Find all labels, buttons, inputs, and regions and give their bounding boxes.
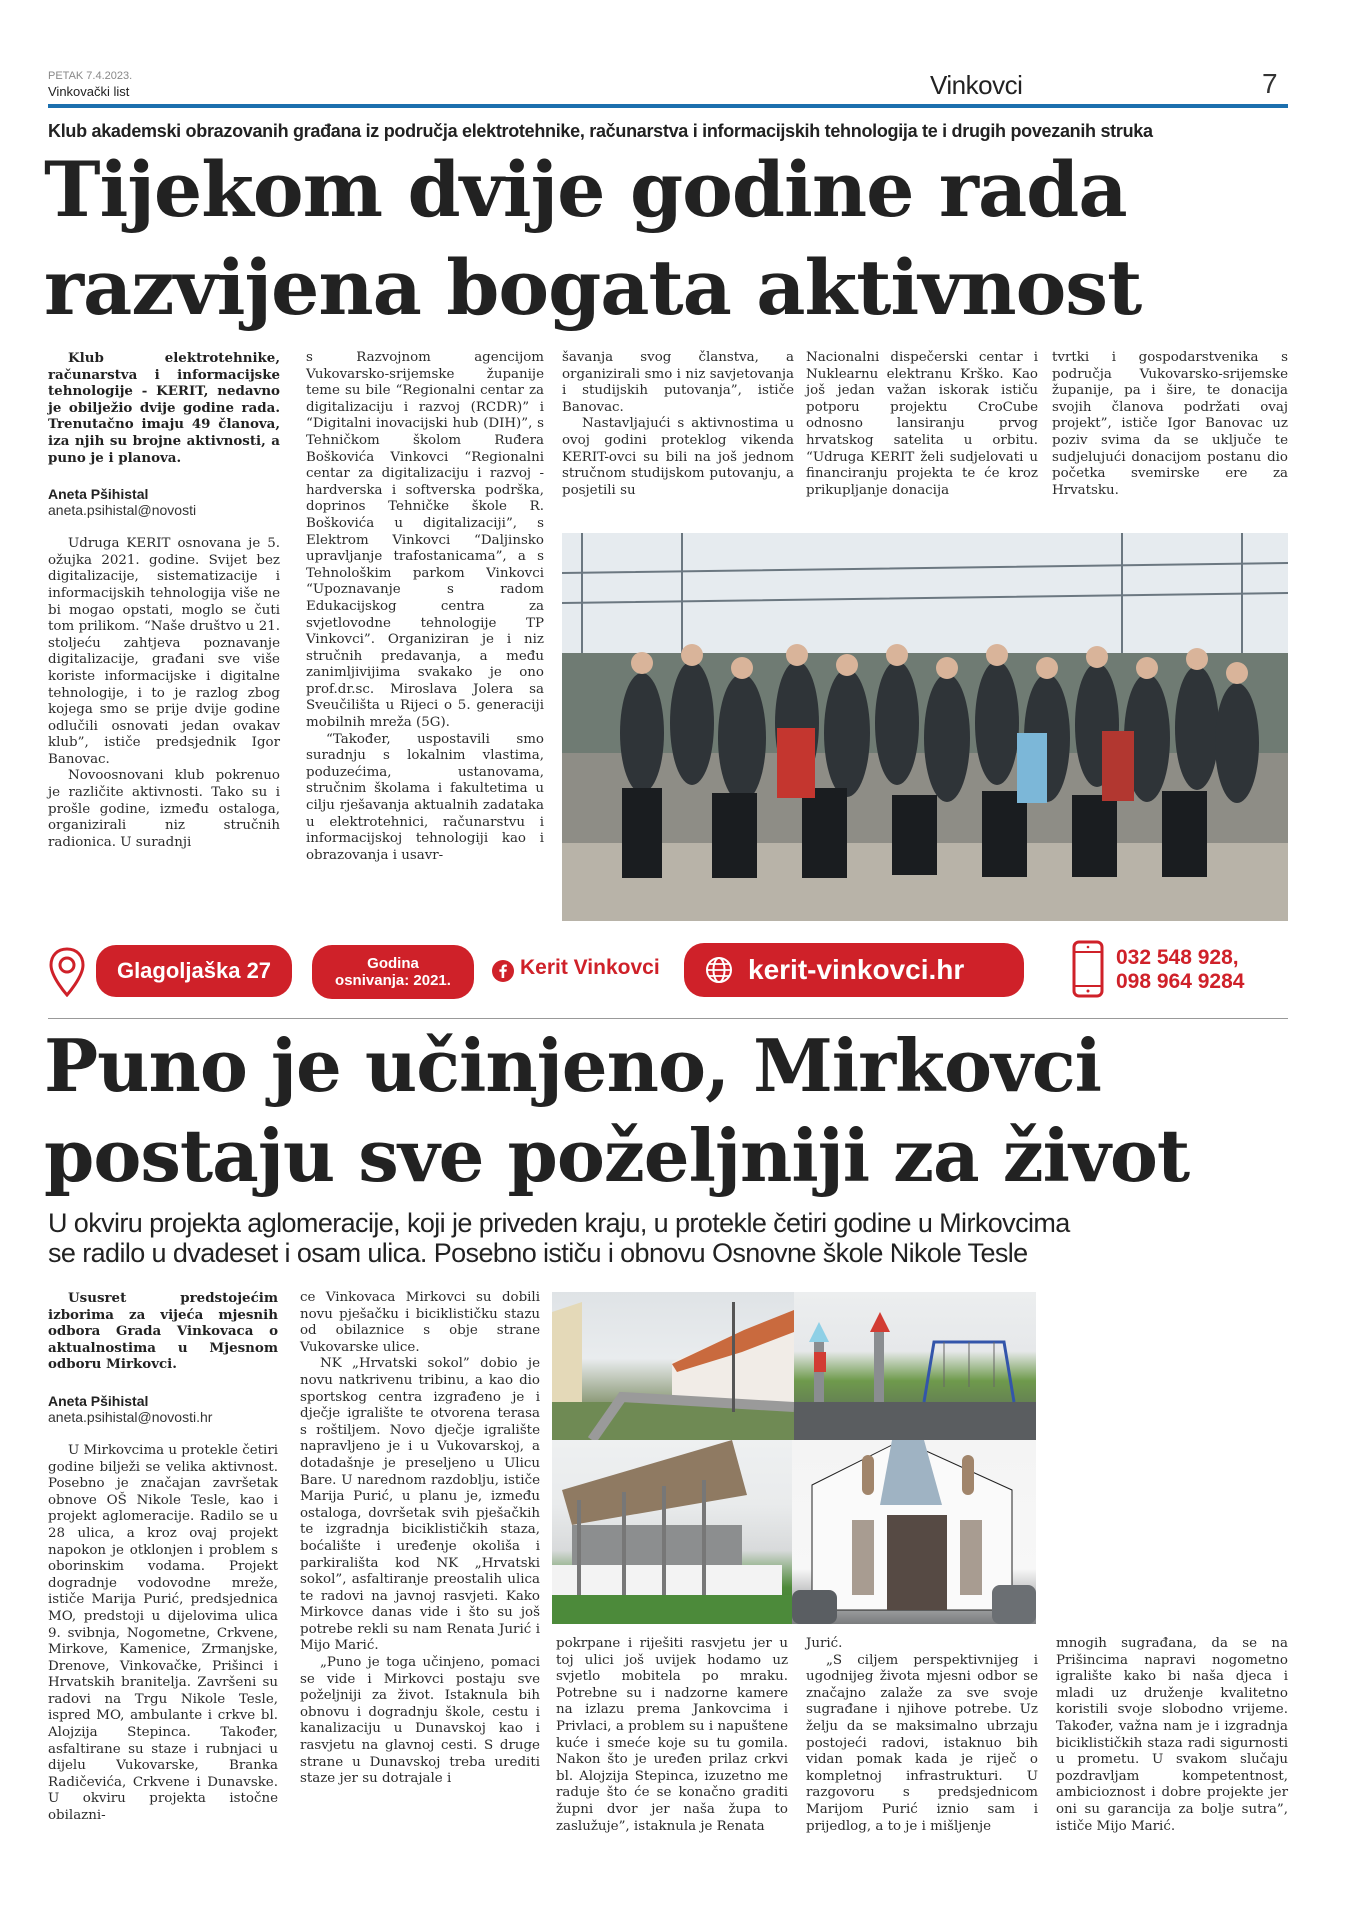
article1-paragraph: Udruga KERIT osnovana je 5. ožujka 2021. godine. Svijet bez digitalizacije, sistematizacije i informacijskih tehnologija više ne bi mogao opstati, moglo se čuti tom prilikom. “Naše društvo u 21. stoljeću zahtjeva poznavanje digitalizacije, građani sve više koriste informacijske i digitalne tehnologije, i to je razlog zbog kojega smo se prije dvije godine odlučili osnovati jedan ovakav klub”, ističe predsjednik Igor Banovac. — [48, 536, 280, 767]
article1-paragraph: Novoosnovani klub pokrenuo je različite aktivnosti. Tako su i prošle godine, između ostaloga, organizirali niz stručnih radionica. U suradnji — [48, 768, 280, 850]
founded-label: Godina — [367, 955, 419, 972]
website-badge[interactable] — [684, 943, 1024, 997]
article1-column-3 — [562, 350, 794, 499]
article2-paragraph: ce Vinkovaca Mirkovci su dobili novu pješačku i biciklističku stazu od obilaznice s obje strane Vukovarske ulice. — [300, 1290, 540, 1355]
article1-lead: Klub elektrotehnike, računarstva i informacijske tehnologije - KERIT, nedavno je obilježio dvije godine rada. Trenutačno imaju 49 članova, iza njih su brojne aktivnosti, a puno je i planova. — [48, 350, 280, 466]
article1-headline-line1: Tijekom dvije godine rada — [44, 145, 1127, 234]
article2-lead: Ususret predstojećim izborima za vijeća mjesnih odbora Grada Vinkovaca o aktualnostima u Mjesnom odboru Mirkovci. — [48, 1290, 278, 1373]
article1-paragraph: tvrtki i gospodarstvenika s područja Vukovarsko-srijemske županije, pa i šire, te donacija svojih članova podržati ovaj projekt”, ističe Igor Banovac uz poziv svima da se uključe te sudjelujući donacijom postanu dio početka svemirske ere za Hrvatsku. — [1052, 350, 1288, 498]
article2-column-1 — [48, 1290, 278, 1825]
article1-paragraph: s Razvojnom agencijom Vukovarsko-srijemske županije teme su bile “Regionalni centar za digitalizaciju i razvoj (RCDR)” i “Digitalni inovacijski hub (DIH)”, s Tehničkom školom Ruđera Boškovića Vinkovci “Regionalni centar za digitalizaciju i razvoj - hardverska i softverska podrška, doprinos Tehničke škole R. Boškovića u digitalizaciji”, s Elektrom Vinkovci “Daljinsko upravljanje trafostanicama”, a s Tehnološkim parkom Vinkovci “Upoznavanje s radom Edukacijskog centra za svjetlovodne tehnologije TP Vinkovci”. Organiziran je i niz stručnih predavanja, a među zanimljivijima svakako je ono prof.dr.sc. Miroslava Jolera sa Sveučilišta u Rijeci o 5. generaciji mobilnih mreža (5G). — [306, 350, 544, 731]
article2-column-2 — [300, 1290, 540, 1788]
page-number: 7 — [1262, 68, 1278, 99]
article1-author-email: aneta.psihistal@novosti — [48, 502, 197, 519]
group-photo — [562, 533, 1288, 921]
article2-headline-line2: postaju sve poželjniji za život — [44, 1113, 1190, 1198]
article1-author: Aneta Pšihistal — [48, 486, 149, 503]
article2-author: Aneta Pšihistal — [48, 1392, 149, 1409]
article2-headline-line1: Puno je učinjeno, Mirkovci — [44, 1023, 1102, 1108]
section-name: Vinkovci — [930, 70, 1023, 100]
article1-paragraph: “Također, uspostavili smo suradnju s lokalnim vlastima, poduzećima, ustanovama, stručnim školama i fakultetima u cilju rješavanja aktualnih zadataka u elektrotehnici, računarstvu i informacijskoj tehnologiji kao i obrazovanja i usavr- — [306, 731, 544, 863]
article1-column-2 — [306, 350, 544, 864]
article2-deck-line2: se radilo u dvadeset i osam ulica. Posebno ističu i obnovu Osnovne škole Nikole Tesle — [48, 1238, 1028, 1268]
article2-deck-line1: U okviru projekta aglomeracije, koji je priveden kraju, u protekle četiri godine u Mirkovcima — [48, 1208, 1070, 1238]
phone-number-1[interactable]: 032 548 928, — [1116, 946, 1239, 969]
article1-column-5 — [1052, 350, 1288, 499]
article1-kicker: Klub akademski obrazovanih građana iz područja elektrotehnike, računarstva i informacijskih tehnologija te i drugih povezanih struka — [48, 121, 1153, 141]
header-rule — [48, 104, 1288, 108]
article2-paragraph: Jurić. — [806, 1636, 843, 1651]
photo-playground — [794, 1292, 1036, 1440]
globe-icon — [704, 955, 734, 985]
founded-year: osnivanja: 2021. — [335, 972, 451, 989]
article1-paragraph: šavanja svog članstva, a organizirali smo i niz savjetovanja i studijskih putovanja”, ističe Banovac. — [562, 350, 794, 415]
photo-stadium-stand — [552, 1440, 792, 1624]
article1-paragraph: Nacionalni dispečerski centar i Nuklearnu elektranu Krško. Kao još jedan važan iskorak ističu potporu projektu CroCube odnosno lansiranju prvog hrvatskog satelita u orbitu. “Udruga KERIT želi sudjelovati u financiranju projekta te će kroz prikupljanje donacija — [806, 350, 1038, 498]
article2-paragraph: „Puno je toga učinjeno, pomaci se vide i Mirkovci postaju sve poželjniji za život. Istaknula bih obnovu i dogradnju škole, cestu i kanalizaciju u Dunavskoj kao i rasvjetu na glavnoj cesti. S druge strane u Dunavskoj treba urediti staze jer su dotrajale i — [300, 1655, 540, 1787]
group-photo-illustration — [562, 533, 1288, 921]
article1-column-1 — [48, 350, 280, 851]
article2-deck — [48, 1208, 1298, 1268]
article2-paragraph: mnogih sugrađana, da se na Prišincima napravi nogometno igralište kako bi naša djeca i mladi uz druženje kvalitetno koristili svoje slobodno vrijeme. Također, važna nam je i izgradnja biciklističkih staza radi sigurnosti u prometu. U svakom slučaju pozdravljam kompetentnost, ambicioznost i dobre projekte jer oni su garancija za bolje sutra”, ističe Mijo Marić. — [1056, 1636, 1288, 1834]
article1-headline-line2: razvijena bogata aktivnost — [44, 243, 1142, 332]
phone-numbers — [1116, 946, 1244, 994]
article-separator — [48, 1018, 1288, 1019]
website-link[interactable]: kerit-vinkovci.hr — [748, 954, 965, 985]
article2-paragraph: pokrpane i riješiti rasvjetu jer u toj ulici još uvijek hodamo uz svjetlo mobitela po mraku. Potrebne su i nadzorne kamere na izlazu prema Jankovcima i Privlaci, a problem su i napuštene kuće i smeće koje su tu gomila. Nakon što je uređen prilaz crkvi bl. Alojzija Stepinca, izuzetno me raduje što će se konačno graditi župni dvor jer naša župa to zaslužuje”, istaknula je Renata — [556, 1636, 788, 1834]
founded-badge — [312, 945, 474, 999]
phone-icon — [1072, 940, 1104, 998]
article2-paragraph: NK „Hrvatski sokol” dobio je novu natkrivenu tribinu, a kao dio sportskog centra izgrađeno je i dječje igralište te otvorena terasa s roštiljem. Novo dječje igralište napravljeno je i u Vukovarskoj, a dotadašnje je preseljeno u Ulicu Bare. U narednom razdoblju, ističe Marija Purić, u planu je, između ostaloga, dovršetak svih pješačkih te izgradnja biciklističkih staza, boćalište i uređenje okoliša i parkirališta kod NK „Hrvatski sokol”, asfaltiranje preostalih ulica te radovi na javnoj rasvjeti. Kako Mirkovce danas vide i što su još potrebe rekli su nam Renata Jurić i Mijo Marić. — [300, 1356, 540, 1654]
article2-paragraph: U Mirkovcima u protekle četiri godine bilježi se velika aktivnost. Posebno je značajan završetak obnove OŠ Nikole Tesle, kao i projekt aglomeracije. Radilo se u 28 ulica, a kroz ovaj projekt napokon je otklonjen i problem s oborinskim vodama. Projekt dogradnje vodovodne mreže, ističe Marija Purić, predsjednica MO, predstoji u dijelovima ulica 9. svibnja, Nogometne, Crkvene, Mirkove, Kamenice, Zrmanjske, Drenove, Vinkovačke, Prišinci i Hrvatskih branitelja. Završeni su radovi na Trgu Nikole Tesle, ispred MO, ambulante i crkve bl. Alojzija Stepinca. Također, asfaltirane su staze i rubnjaci u dijelu Vukovarske, Branka Radičevića, Crkvene i Dunavske. U okviru projekta istočne obilazni- — [48, 1442, 278, 1824]
address-badge: Glagoljaška 27 — [96, 945, 292, 997]
facebook-link[interactable]: Kerit Vinkovci — [520, 956, 660, 979]
article1-column-4 — [806, 350, 1038, 499]
article2-column-4 — [806, 1636, 1038, 1835]
article2-column-5 — [1056, 1636, 1288, 1835]
newspaper-name: Vinkovački list — [48, 84, 130, 99]
photo-church — [792, 1440, 1036, 1624]
phone-number-2[interactable]: 098 964 9284 — [1116, 970, 1245, 993]
article2-paragraph: „S ciljem perspektivnijeg i ugodnijeg života mjesni odbor se značajno zalaže za sve svoje sugrađane i njihove potrebe. Uz želju da se maksimalno ubrzaju postojeći radovi, istaknuo bih vidan pomak kada je riječ o kompletnoj infrastrukturi. U razgovoru s predsjednicom Marijom Purić iznio sam i prijedlog, a to je i mišljenje — [806, 1652, 1038, 1834]
photo-street-school — [552, 1292, 794, 1440]
issue-date: PETAK 7.4.2023. — [48, 70, 133, 82]
article2-author-email: aneta.psihistal@novosti.hr — [48, 1408, 213, 1425]
article1-paragraph: Nastavljajući s aktivnostima u ovoj godini proteklog vikenda KERIT-ovci su bili na još jednom stručnom studijskom putovanju, a posjetili su — [562, 416, 794, 498]
facebook-icon — [492, 960, 514, 982]
map-pin-icon — [48, 947, 86, 997]
article2-column-3 — [556, 1636, 788, 1835]
